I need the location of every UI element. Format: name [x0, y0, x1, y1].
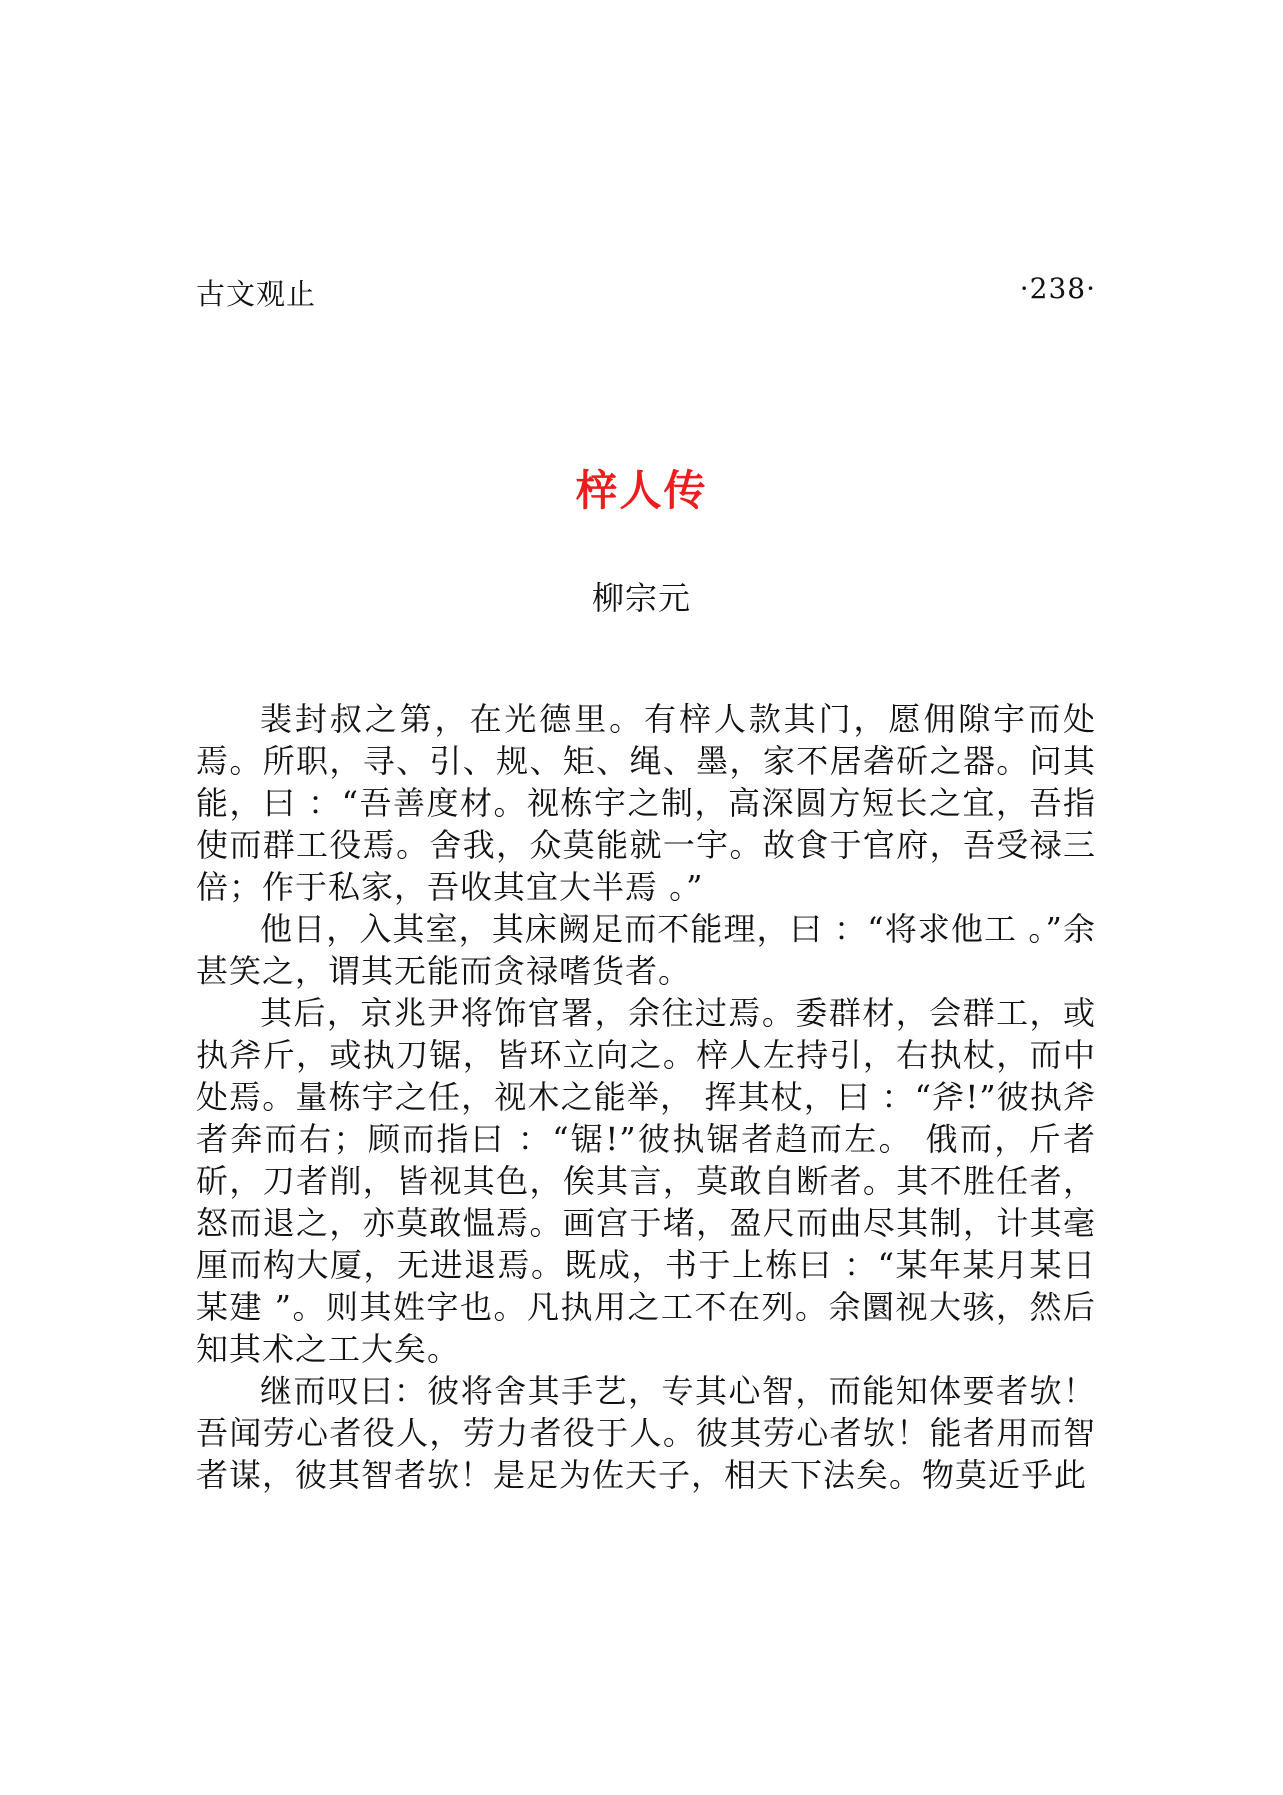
running-header: [196, 272, 1096, 312]
paragraph: 其后，京兆尹将饰官署，余往过焉。委群材，会群工，或执斧斤，或执刀锯，皆环立向之。梓人左持引，右执杖，而中处焉。量栋宇之任，视木之能举， 挥其杖，曰 ：“斧!”彼执斧者奔而右；顾而指曰 ：“锯!”彼执锯者趋而左。 俄而，斤者斫，刀者削，皆视其色，俟其言，莫敢自断者。其不胜任者，怒而退之，亦莫敢愠焉。画宫于堵，盈尺而曲尽其制，计其毫厘而构大厦，无进退焉。既成，书于上栋曰 ：“某年某月某日某建 ”。则其姓字也。凡执用之工不在列。余圜视大骇，然后知其术之工大矣。: [196, 994, 1096, 1368]
book-title: 古文观止: [196, 277, 317, 311]
article-title: 梓人传: [575, 466, 708, 515]
page-number: ·238·: [1019, 272, 1096, 305]
paragraph: 裴封叔之第，在光德里。有梓人款其门，愿佣隙宇而处焉。所职，寻、引、规、矩、绳、墨，家不居砻斫之器。问其能，曰 ：“吾善度材。视栋宇之制，高深圆方短长之宜，吾指使而群工役焉。舍我，众莫能就一宇。故食于官府，吾受禄三倍；作于私家，吾收其宜大半焉 。”: [196, 700, 1096, 906]
article-body: [196, 698, 1096, 1496]
paragraph: 他日，入其室，其床阙足而不能理，曰 ：“将求他工 。”余甚笑之，谓其无能而贪禄嗜货者。: [196, 910, 1096, 990]
paragraph: 继而叹曰：彼将舍其手艺，专其心智，而能知体要者欤！吾闻劳心者役人，劳力者役于人。彼其劳心者欤！能者用而智者谋，彼其智者欤！是足为佐天子，相天下法矣。物莫近乎此: [196, 1372, 1096, 1494]
article-author: 柳宗元: [591, 579, 691, 617]
